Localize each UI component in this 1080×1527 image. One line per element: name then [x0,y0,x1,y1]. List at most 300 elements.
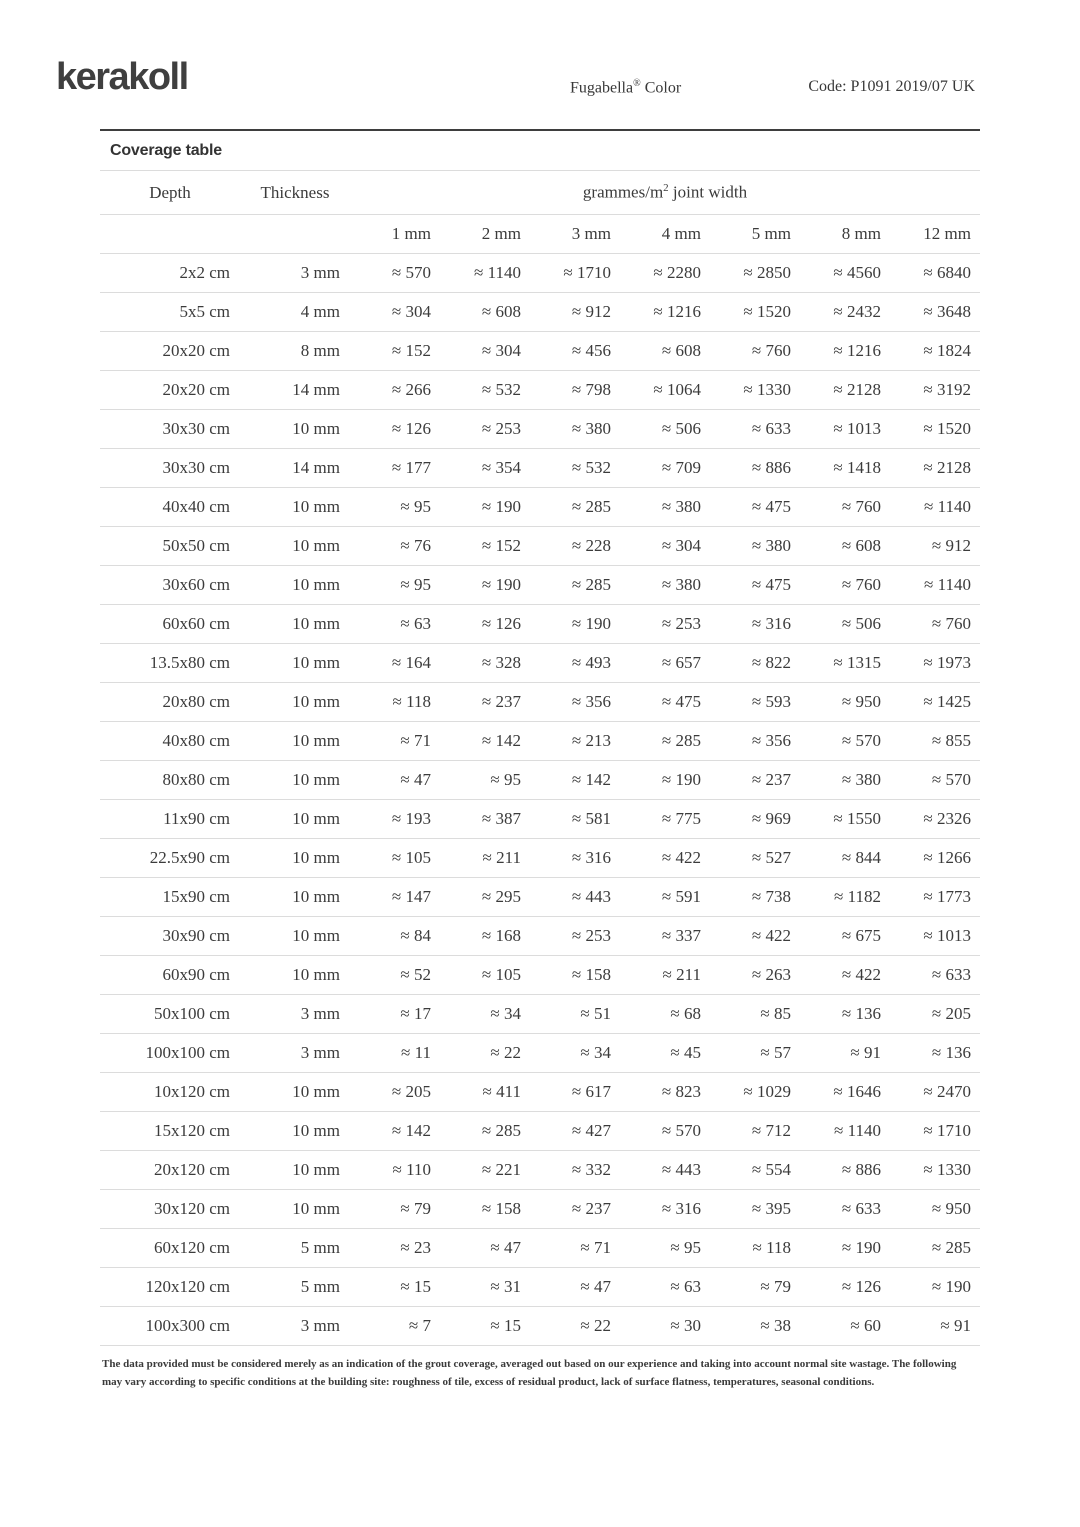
coverage-value-cell: ≈ 1029 [743,1082,791,1101]
coverage-value-cell: ≈ 91 [850,1043,881,1062]
coverage-value-cell: ≈ 380 [841,770,881,789]
depth-cell: 100x100 cm [145,1043,230,1062]
product-name-rest: Color [640,79,682,97]
coverage-value-cell: ≈ 1216 [833,341,881,360]
coverage-value-cell: ≈ 95 [670,1238,701,1257]
coverage-value-cell: ≈ 51 [580,1004,611,1023]
coverage-value-cell: ≈ 2128 [923,458,971,477]
coverage-value-cell: ≈ 142 [571,770,611,789]
coverage-value-cell: ≈ 177 [391,458,431,477]
coverage-value-cell: ≈ 3648 [923,302,971,321]
depth-cell: 60x60 cm [162,614,230,633]
coverage-value-cell: ≈ 581 [571,809,611,828]
thickness-cell: 3 mm [300,1043,340,1062]
coverage-value-cell: ≈ 205 [391,1082,431,1101]
coverage-value-cell: ≈ 886 [841,1160,881,1179]
coverage-value-cell: ≈ 95 [400,497,431,516]
coverage-value-cell: ≈ 253 [661,614,701,633]
table-row [100,410,980,449]
coverage-value-cell: ≈ 22 [580,1316,611,1335]
coverage-value-cell: ≈ 969 [751,809,791,828]
coverage-value-cell: ≈ 1182 [834,887,881,906]
thickness-cell: 10 mm [292,965,340,984]
coverage-value-cell: ≈ 356 [751,731,791,750]
joint-width-header-4mm: 4 mm [661,224,701,243]
coverage-value-cell: ≈ 237 [481,692,521,711]
coverage-value-cell: ≈ 2326 [923,809,971,828]
coverage-value-cell: ≈ 2470 [923,1082,971,1101]
coverage-value-cell: ≈ 110 [392,1160,431,1179]
coverage-value-cell: ≈ 912 [931,536,971,555]
coverage-value-cell: ≈ 213 [571,731,611,750]
coverage-value-cell: ≈ 304 [391,302,431,321]
table-row [100,605,980,644]
coverage-value-cell: ≈ 1520 [743,302,791,321]
coverage-value-cell: ≈ 493 [571,653,611,672]
thickness-cell: 3 mm [300,1004,340,1023]
product-name-text: Fugabella [570,79,634,97]
coverage-value-cell: ≈ 1418 [833,458,881,477]
coverage-value-cell: ≈ 1315 [833,653,881,672]
coverage-value-cell: ≈ 475 [751,497,791,516]
coverage-value-cell: ≈ 142 [481,731,521,750]
coverage-value-cell: ≈ 1646 [833,1082,881,1101]
coverage-value-cell: ≈ 633 [841,1199,881,1218]
coverage-value-cell: ≈ 760 [841,575,881,594]
coverage-value-cell: ≈ 4560 [833,263,881,282]
coverage-value-cell: ≈ 316 [751,614,791,633]
coverage-value-cell: ≈ 45 [670,1043,701,1062]
coverage-value-cell: ≈ 30 [670,1316,701,1335]
coverage-value-cell: ≈ 22 [490,1043,521,1062]
depth-cell: 2x2 cm [179,263,230,282]
coverage-value-cell: ≈ 356 [571,692,611,711]
coverage-value-cell: ≈ 190 [931,1277,971,1296]
coverage-value-cell: ≈ 253 [571,926,611,945]
table-row [100,566,980,605]
depth-cell: 40x40 cm [162,497,230,516]
coverage-value-cell: ≈ 285 [661,731,701,750]
coverage-value-cell: ≈ 354 [481,458,521,477]
coverage-value-cell: ≈ 316 [571,848,611,867]
coverage-value-cell: ≈ 126 [841,1277,881,1296]
thickness-cell: 10 mm [292,1160,340,1179]
coverage-value-cell: ≈ 228 [571,536,611,555]
coverage-value-cell: ≈ 328 [481,653,521,672]
depth-cell: 30x90 cm [162,926,230,945]
thickness-cell: 10 mm [292,614,340,633]
coverage-value-cell: ≈ 84 [400,926,431,945]
coverage-value-cell: ≈ 79 [400,1199,431,1218]
coverage-value-cell: ≈ 506 [661,419,701,438]
coverage-value-cell: ≈ 475 [661,692,701,711]
coverage-value-cell: ≈ 1013 [923,926,971,945]
thickness-cell: 14 mm [292,380,340,399]
coverage-value-cell: ≈ 1216 [653,302,701,321]
thickness-cell: 10 mm [292,653,340,672]
coverage-value-cell: ≈ 709 [661,458,701,477]
coverage-value-cell: ≈ 47 [400,770,431,789]
coverage-value-cell: ≈ 85 [760,1004,791,1023]
coverage-value-cell: ≈ 147 [391,887,431,906]
coverage-value-cell: ≈ 1013 [833,419,881,438]
coverage-value-cell: ≈ 63 [400,614,431,633]
joint-width-header-2mm: 2 mm [481,224,521,243]
coverage-value-cell: ≈ 633 [931,965,971,984]
coverage-value-cell: ≈ 7 [408,1316,431,1335]
coverage-value-cell: ≈ 1973 [923,653,971,672]
depth-cell: 20x80 cm [162,692,230,711]
empty-header-cell [100,215,240,254]
table-row [100,1190,980,1229]
joint-width-header-12mm: 12 mm [923,224,971,243]
coverage-value-cell: ≈ 285 [931,1238,971,1257]
coverage-value-cell: ≈ 263 [751,965,791,984]
coverage-value-cell: ≈ 17 [400,1004,431,1023]
coverage-value-cell: ≈ 152 [391,341,431,360]
coverage-value-cell: ≈ 422 [751,926,791,945]
coverage-value-cell: ≈ 456 [571,341,611,360]
depth-cell: 10x120 cm [153,1082,230,1101]
coverage-value-cell: ≈ 844 [841,848,881,867]
coverage-value-cell: ≈ 822 [751,653,791,672]
coverage-value-cell: ≈ 617 [571,1082,611,1101]
coverage-value-cell: ≈ 237 [751,770,791,789]
coverage-value-cell: ≈ 760 [751,341,791,360]
coverage-value-cell: ≈ 1330 [923,1160,971,1179]
depth-cell: 20x20 cm [162,380,230,399]
coverage-value-cell: ≈ 380 [751,536,791,555]
thickness-cell: 10 mm [292,497,340,516]
empty-header-cell [240,215,350,254]
thickness-cell: 10 mm [292,731,340,750]
depth-cell: 120x120 cm [145,1277,230,1296]
table-row [100,332,980,371]
coverage-value-cell: ≈ 142 [391,1121,431,1140]
coverage-value-cell: ≈ 422 [661,848,701,867]
thickness-cell: 3 mm [300,263,340,282]
depth-cell: 15x90 cm [162,887,230,906]
coverage-value-cell: ≈ 395 [751,1199,791,1218]
coverage-value-cell: ≈ 31 [490,1277,521,1296]
coverage-table [100,170,980,1346]
coverage-value-cell: ≈ 95 [400,575,431,594]
thickness-cell: 8 mm [300,341,340,360]
coverage-value-cell: ≈ 190 [661,770,701,789]
table-row [100,683,980,722]
coverage-value-cell: ≈ 211 [662,965,701,984]
coverage-value-cell: ≈ 34 [490,1004,521,1023]
coverage-value-cell: ≈ 532 [481,380,521,399]
coverage-value-cell: ≈ 118 [392,692,431,711]
thickness-cell: 10 mm [292,809,340,828]
coverage-value-cell: ≈ 380 [571,419,611,438]
coverage-value-cell: ≈ 633 [751,419,791,438]
depth-cell: 40x80 cm [162,731,230,750]
joint-width-header-8mm: 8 mm [841,224,881,243]
coverage-value-cell: ≈ 1140 [834,1121,881,1140]
coverage-value-cell: ≈ 23 [400,1238,431,1257]
depth-cell: 20x120 cm [153,1160,230,1179]
table-row [100,371,980,410]
coverage-value-cell: ≈ 570 [661,1121,701,1140]
span-header-superscript: 2 [663,182,669,195]
thickness-cell: 10 mm [292,770,340,789]
coverage-value-cell: ≈ 304 [481,341,521,360]
depth-cell: 80x80 cm [162,770,230,789]
coverage-value-cell: ≈ 912 [571,302,611,321]
depth-cell: 11x90 cm [163,809,230,828]
depth-cell: 22.5x90 cm [149,848,230,867]
thickness-cell: 10 mm [292,419,340,438]
coverage-value-cell: ≈ 1266 [923,848,971,867]
coverage-value-cell: ≈ 1710 [563,263,611,282]
coverage-value-cell: ≈ 712 [751,1121,791,1140]
coverage-value-cell: ≈ 316 [661,1199,701,1218]
content-area [100,129,980,1391]
coverage-value-cell: ≈ 475 [751,575,791,594]
coverage-value-cell: ≈ 387 [481,809,521,828]
coverage-value-cell: ≈ 190 [571,614,611,633]
coverage-value-cell: ≈ 63 [670,1277,701,1296]
depth-cell: 100x300 cm [145,1316,230,1335]
table-row [100,1268,980,1307]
table-row [100,1034,980,1073]
coverage-value-cell: ≈ 2280 [653,263,701,282]
coverage-value-cell: ≈ 71 [580,1238,611,1257]
table-row [100,1307,980,1346]
coverage-value-cell: ≈ 570 [931,770,971,789]
table-row [100,878,980,917]
table-row [100,839,980,878]
coverage-value-cell: ≈ 380 [661,497,701,516]
coverage-value-cell: ≈ 285 [571,497,611,516]
depth-cell: 50x50 cm [162,536,230,555]
coverage-value-cell: ≈ 1425 [923,692,971,711]
table-row [100,917,980,956]
coverage-value-cell: ≈ 190 [481,497,521,516]
thickness-cell: 10 mm [292,536,340,555]
coverage-value-cell: ≈ 506 [841,614,881,633]
coverage-value-cell: ≈ 443 [571,887,611,906]
thickness-cell: 14 mm [292,458,340,477]
coverage-value-cell: ≈ 126 [391,419,431,438]
thickness-cell: 10 mm [292,575,340,594]
coverage-value-cell: ≈ 1064 [653,380,701,399]
coverage-value-cell: ≈ 738 [751,887,791,906]
depth-cell: 50x100 cm [153,1004,230,1023]
coverage-value-cell: ≈ 105 [481,965,521,984]
depth-cell: 30x120 cm [153,1199,230,1218]
coverage-value-cell: ≈ 608 [661,341,701,360]
coverage-value-cell: ≈ 422 [841,965,881,984]
document-code: Code: P1091 2019/07 UK [808,78,975,95]
coverage-value-cell: ≈ 6840 [923,263,971,282]
table-row [100,449,980,488]
coverage-value-cell: ≈ 221 [481,1160,521,1179]
coverage-value-cell: ≈ 193 [391,809,431,828]
table-row [100,254,980,293]
thickness-cell: 10 mm [292,1082,340,1101]
coverage-value-cell: ≈ 295 [481,887,521,906]
depth-cell: 5x5 cm [179,302,230,321]
coverage-value-cell: ≈ 190 [481,575,521,594]
coverage-value-cell: ≈ 950 [931,1199,971,1218]
coverage-value-cell: ≈ 1550 [833,809,881,828]
span-header-post: joint width [668,182,748,202]
table-row [100,1151,980,1190]
coverage-value-cell: ≈ 68 [670,1004,701,1023]
thickness-cell: 5 mm [300,1277,340,1296]
footnote: The data provided must be considered merely as an indication of the grout coverage, averaged out based on our experience and taking into account normal site wastage. The following may vary according to specific conditions at the building site: roughness of tile, excess of residual product, lack of surface flatness, temperatures, seasonal conditions. [102,1358,957,1388]
coverage-value-cell: ≈ 427 [571,1121,611,1140]
depth-column-header: Depth [149,182,191,202]
table-row [100,722,980,761]
coverage-value-cell: ≈ 76 [400,536,431,555]
table-row [100,761,980,800]
coverage-value-cell: ≈ 79 [760,1277,791,1296]
coverage-table-body [100,254,980,1346]
coverage-value-cell: ≈ 1824 [923,341,971,360]
thickness-cell: 10 mm [292,1199,340,1218]
depth-cell: 13.5x80 cm [149,653,230,672]
coverage-value-cell: ≈ 126 [481,614,521,633]
table-row [100,644,980,683]
depth-cell: 60x90 cm [162,965,230,984]
coverage-value-cell: ≈ 118 [752,1238,791,1257]
thickness-cell: 4 mm [300,302,340,321]
kerakoll-logo: kerakoll [56,56,188,98]
coverage-value-cell: ≈ 158 [481,1199,521,1218]
table-row [100,293,980,332]
coverage-value-cell: ≈ 2432 [833,302,881,321]
coverage-value-cell: ≈ 798 [571,380,611,399]
coverage-value-cell: ≈ 570 [841,731,881,750]
registered-trademark-symbol: ® [633,78,641,89]
coverage-value-cell: ≈ 1773 [923,887,971,906]
coverage-value-cell: ≈ 532 [571,458,611,477]
span-header-pre: grammes/m [582,182,664,202]
coverage-value-cell: ≈ 60 [850,1316,881,1335]
coverage-value-cell: ≈ 380 [661,575,701,594]
thickness-cell: 10 mm [292,848,340,867]
coverage-value-cell: ≈ 266 [391,380,431,399]
coverage-value-cell: ≈ 152 [481,536,521,555]
coverage-value-cell: ≈ 52 [400,965,431,984]
table-row [100,956,980,995]
coverage-value-cell: ≈ 158 [571,965,611,984]
coverage-value-cell: ≈ 34 [580,1043,611,1062]
thickness-cell: 3 mm [300,1316,340,1335]
coverage-value-cell: ≈ 608 [481,302,521,321]
coverage-value-cell: ≈ 136 [931,1043,971,1062]
table-header-row-widths [100,215,980,254]
thickness-cell: 10 mm [292,887,340,906]
coverage-value-cell: ≈ 1520 [923,419,971,438]
thickness-cell: 10 mm [292,926,340,945]
coverage-value-cell: ≈ 237 [571,1199,611,1218]
coverage-value-cell: ≈ 591 [661,887,701,906]
coverage-value-cell: ≈ 1330 [743,380,791,399]
joint-width-header-5mm: 5 mm [751,224,791,243]
coverage-value-cell: ≈ 205 [931,1004,971,1023]
thickness-cell: 10 mm [292,1121,340,1140]
coverage-value-cell: ≈ 1140 [924,497,971,516]
depth-cell: 20x20 cm [162,341,230,360]
coverage-value-cell: ≈ 823 [661,1082,701,1101]
coverage-value-cell: ≈ 304 [661,536,701,555]
coverage-table-title: Coverage table [110,142,222,159]
coverage-value-cell: ≈ 593 [751,692,791,711]
depth-cell: 30x30 cm [162,458,230,477]
coverage-value-cell: ≈ 2850 [743,263,791,282]
coverage-value-cell: ≈ 38 [760,1316,791,1335]
depth-cell: 60x120 cm [153,1238,230,1257]
coverage-value-cell: ≈ 253 [481,419,521,438]
joint-width-header-1mm: 1 mm [391,224,431,243]
coverage-value-cell: ≈ 443 [661,1160,701,1179]
table-row [100,488,980,527]
coverage-value-cell: ≈ 11 [401,1043,431,1062]
coverage-value-cell: ≈ 657 [661,653,701,672]
coverage-value-cell: ≈ 190 [841,1238,881,1257]
table-row [100,1112,980,1151]
coverage-value-cell: ≈ 285 [571,575,611,594]
coverage-value-cell: ≈ 1140 [924,575,971,594]
coverage-value-cell: ≈ 337 [661,926,701,945]
thickness-cell: 5 mm [300,1238,340,1257]
coverage-value-cell: ≈ 15 [490,1316,521,1335]
depth-cell: 30x30 cm [162,419,230,438]
coverage-value-cell: ≈ 91 [940,1316,971,1335]
table-row [100,995,980,1034]
coverage-value-cell: ≈ 1710 [923,1121,971,1140]
coverage-value-cell: ≈ 760 [841,497,881,516]
joint-width-header-3mm: 3 mm [571,224,611,243]
coverage-value-cell: ≈ 47 [490,1238,521,1257]
coverage-value-cell: ≈ 164 [391,653,431,672]
table-row [100,527,980,566]
coverage-value-cell: ≈ 760 [931,614,971,633]
coverage-value-cell: ≈ 136 [841,1004,881,1023]
coverage-value-cell: ≈ 105 [391,848,431,867]
coverage-value-cell: ≈ 57 [760,1043,791,1062]
coverage-value-cell: ≈ 527 [751,848,791,867]
coverage-value-cell: ≈ 95 [490,770,521,789]
table-header-row-main [100,171,980,215]
coverage-value-cell: ≈ 675 [841,926,881,945]
coverage-value-cell: ≈ 285 [481,1121,521,1140]
table-row [100,1229,980,1268]
coverage-value-cell: ≈ 570 [391,263,431,282]
coverage-value-cell: ≈ 554 [751,1160,791,1179]
depth-cell: 30x60 cm [162,575,230,594]
coverage-value-cell: ≈ 71 [400,731,431,750]
depth-cell: 15x120 cm [153,1121,230,1140]
thickness-cell: 10 mm [292,692,340,711]
coverage-value-cell: ≈ 15 [400,1277,431,1296]
table-row [100,1073,980,1112]
coverage-value-cell: ≈ 608 [841,536,881,555]
coverage-value-cell: ≈ 47 [580,1277,611,1296]
coverage-value-cell: ≈ 775 [661,809,701,828]
coverage-value-cell: ≈ 168 [481,926,521,945]
coverage-value-cell: ≈ 886 [751,458,791,477]
coverage-value-cell: ≈ 3192 [923,380,971,399]
coverage-value-cell: ≈ 950 [841,692,881,711]
coverage-value-cell: ≈ 2128 [833,380,881,399]
coverage-value-cell: ≈ 332 [571,1160,611,1179]
